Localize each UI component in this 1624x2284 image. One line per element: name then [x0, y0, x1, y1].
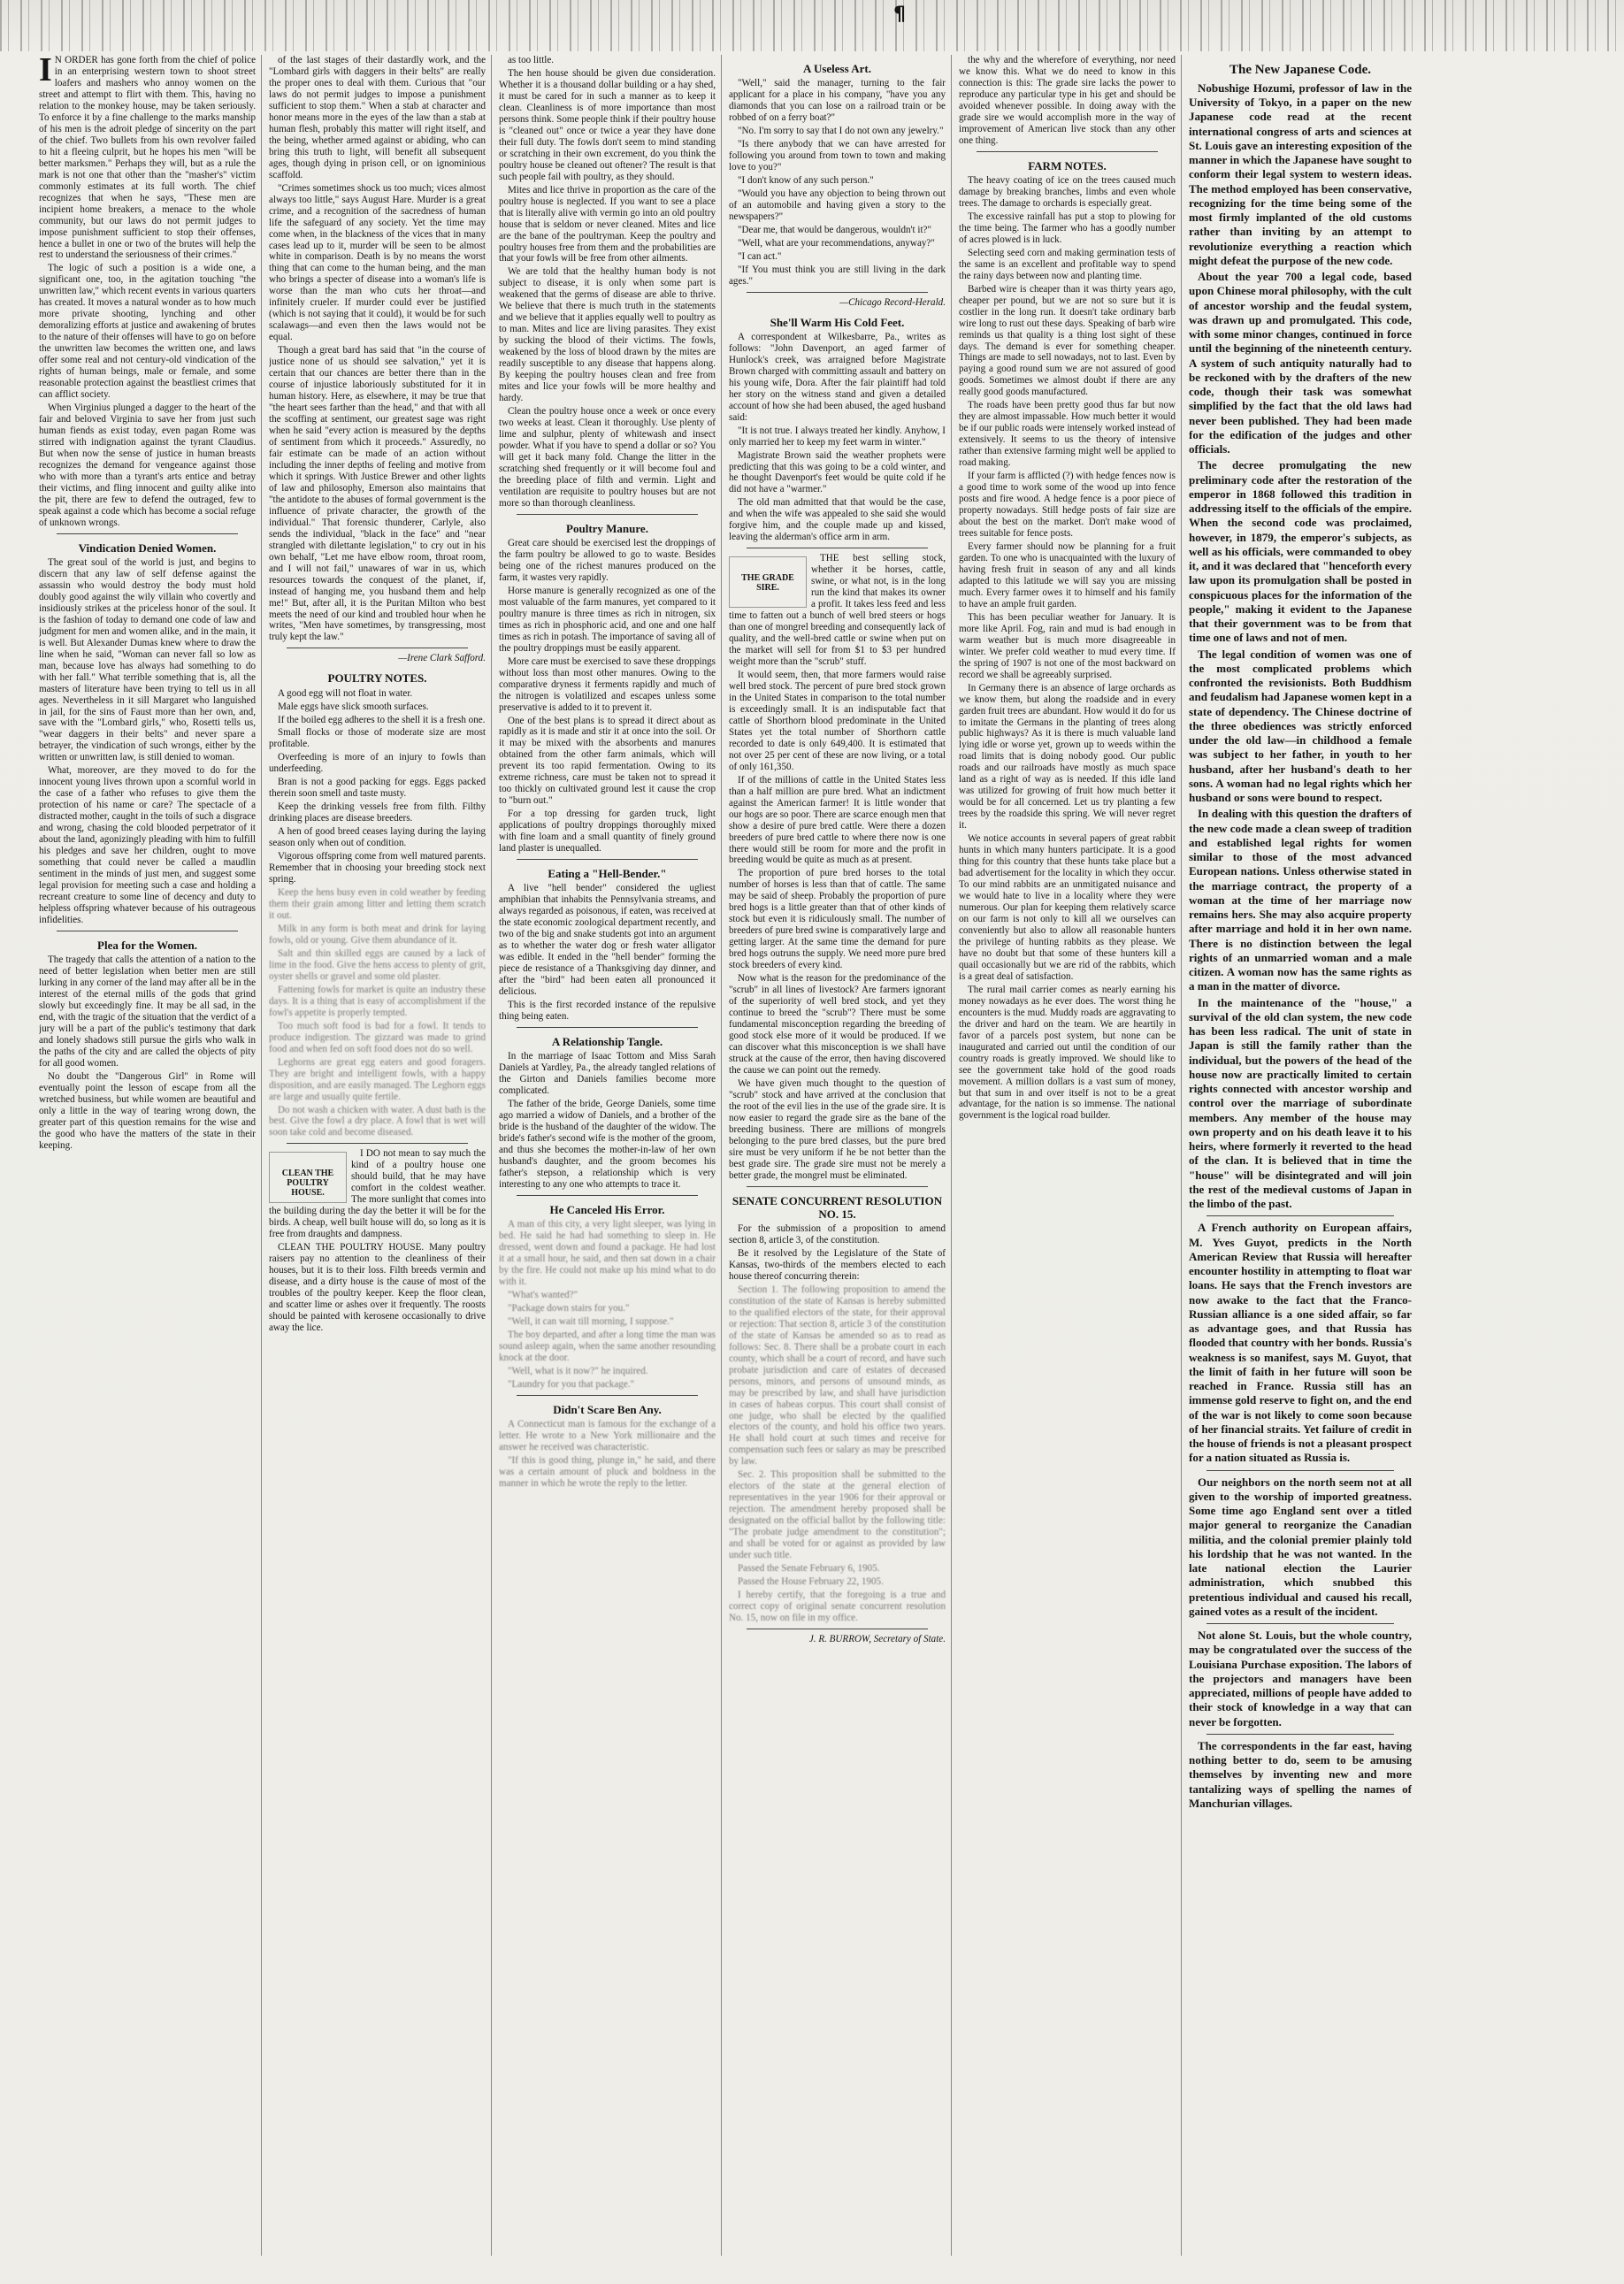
article-paragraph: "Would you have any objection to being thrown out of an automobile and having given a story to the newspapers?": [729, 188, 946, 222]
section-divider: [1207, 1215, 1394, 1216]
article-paragraph: Section 1. The following proposition to amend the constitution of the state of Kansas is hereby submitted to the qualified electors of the state, for their approval or rejection: That section 8, article 3 of the constitution of the state of Kansas be amended so as to read as follows: Sec. 8. There shall be a probate court in each county, which shall be a court of record, and have such probate jurisdiction and care of estates of deceased persons, minors, and persons of unsound minds, as may be prescribed by law, and shall have jurisdiction in cases of habeas corpus. This court shall consist of one judge, who shall be elected by the qualified electors of the county, and hold his office two years. He shall hold court at such times and receive for compensation such fees or salary as may be prescribed by law.: [729, 1284, 946, 1468]
article-paragraph: I N ORDER has gone forth from the chief of police in an enterprising western town to shoot street loafers and mashers who annoy women on the street and attempt to flirt with them. This, having no relation to the monkey house, may be taken seriously. To enforce it by a fine challenge to the marks manship of his men is the adroit pledge of sincerity on the part of the chief. Two bullets from his own revolver failed to hit a fleeing culprit, but he hopes his men "will be better marksmen." Perhaps they will, but as a rule the mark is not one that other than the "masher's" victim commonly estimates at its full worth. The chief recognizes that when he says, "These men are incipient home breakers, a menace to the whole community, but our laws do not permit judges to impose punishment sufficient to stop their offenses, hence a bullet in one or two of the brutes will help the rest to understand the seriousness of their crimes.": [39, 55, 256, 261]
article-paragraph: "I don't know of any such person.": [738, 174, 874, 186]
article-paragraph: The heavy coating of ice on the trees caused much damage by breaking branches, limbs and even whole trees. The damage to orchards is especially great.: [959, 174, 1176, 209]
section-divider: [977, 151, 1158, 152]
article-paragraph: "Laundry for you that package.": [508, 1378, 635, 1390]
article-paragraph: "If You must think you are still living in the dark ages.": [729, 264, 946, 287]
article-headline: POULTRY NOTES.: [327, 671, 427, 686]
section-divider: [517, 514, 698, 515]
article-paragraph: A hen of good breed ceases laying during the laying season only when out of condition.: [269, 826, 486, 849]
article-paragraph: The excessive rainfall has put a stop to plowing for the time being. The farmer who has a goodly number of acres plowed is in luck.: [959, 211, 1176, 245]
article-paragraph: The old man admitted that that would be the case, and when the wife was appealed to she said she would forgive him, and the couple made up and kissed, leaving the alderman's office arm in arm.: [729, 497, 946, 543]
article-paragraph: A correspondent at Wilkesbarre, Pa., writes as follows: "John Davenport, an aged farmer of Hunlock's creek, was arraigned before Magistrate Brown charged with committing assault and battery on his young wife, Dora. After the fair plaintiff had told her story on the witness stand and given a detailed account of how she had been abused, the aged husband said:: [729, 331, 946, 423]
article-paragraph: The rural mail carrier comes as nearly earning his money nowadays as he ever does. The worst thing he encounters is the mud. Muddy roads are aggravating to the driver and hard on the team. We are heartily in favor of a parcels post system, but none can be inaugurated and carried out until the condition of our country roads is greatly improved. We should like to see the government take hold of the good roads movement. A million dollars is a vast sum of money, but that sum in and over itself is not to be a great advantage, for the nation is so immense. The national government is the logical road builder.: [959, 984, 1176, 1122]
news-column-4: [729, 55, 952, 2256]
article-paragraph: Passed the House February 22, 1905.: [738, 1576, 884, 1588]
article-headline: He Canceled His Error.: [549, 1202, 665, 1216]
article-paragraph: When Virginius plunged a dagger to the heart of the fair and beloved Virginia to save her from just such human fiends as exist today, even pagan Rome was stirred with indignation against the tyrant Claudius. But when now the sense of justice in human breasts recognizes the demand for vengeance against those who with more than a tyrant's arts entice and betray their victims, and fling innocent and guilty alike into the pit, there are few to defend the outraged, few to speak against a code which has become a social refuge of unknown wrongs.: [39, 402, 256, 528]
article-paragraph: Now what is the reason for the predominance of the "scrub" in all lines of livestock? Are farmers ignorant of the superiority of well bred stock, and yet they continue to breed the "scrub"? There must be some fundamental misconception regarding the breeding of good stock else more of it would be produced. If we can discover what this misconception is we shall have struck at the cause of the error, then having discovered the cause we can point out the remedy.: [729, 973, 946, 1076]
article-paragraph: What, moreover, are they moved to do for the innocent young lives thrown upon a scornful world in the case of a father who refuses to give them the protection of his name or care? The spectacle of a distracted mother, caught in the toils of such a disgrace and wrong, chasing the cold blooded perpetrator of it about the land, agonizingly pleading with him to fulfill his pledges and save her children, ought to move something that could never be called a maudlin sentiment in the minds of just men, and suggest some legal provision for meeting such a case and holding a recreant creature to some line of decency and duty to helpless offspring whatever because of his outrageous infidelities.: [39, 765, 256, 925]
article-paragraph: Salt and thin skilled eggs are caused by a lack of lime in the food. Give the hens access to plenty of grit, oyster shells or gravel and some old plaster.: [269, 947, 486, 982]
article-paragraph: Magistrate Brown said the weather prophets were predicting that this was going to be a cold winter, and he thought Davenport's feet would be quite cold if he did not have a "warmer.": [729, 449, 946, 495]
article-paragraph: In Germany there is an absence of large orchards as we know them, but along the roadside and in every garden fruit trees are abundant. How would it do for us to imitate the Germans in the planting of trees along public highways? As it is there is much valuable land lying idle or worse yet, grown up to weeds within the road limits that is doing nobody good. Our public roads and our railroads have mostly as much space land as a right of way as is needed. If this idle land was utilized for growing of fruit how much better it would be for all concerned. Let us try planting a few trees by the roadside this spring. We will never regret it.: [959, 682, 1176, 832]
article-paragraph: The tragedy that calls the attention of a nation to the need of better legislation when better men are still lurking in any corner of the land may after all be in the interest of the eternal mills of the gods that grind slowly but exceedingly fine. It may be all sad, in the end, with the tragic of the situation that the verdict of a jury will be a part of the public's testimony that dark and lonely shadows still pursue the girls who walk in the paths of the city and are called the objects of pity for all good women.: [39, 954, 256, 1069]
article-paragraph: More care must be exercised to save these droppings without loss than most other manures. Owing to the comparative dryness it ferments rapidly and much of the nitrogen is volatilized and escapes unless some preservative is added to it to prevent it.: [499, 655, 716, 713]
article-paragraph: The decree promulgating the new preliminary code after the restoration of the emperor in 1868 followed this tradition in addressing itself to the officials of the empire. When the second code was proclaimed, however, in 1879, the emperor's subjects, as well as his officials, were commanded to obey it, and it was declared that "henceforth every law upon its promulgation shall be posted in conspicuous places for the information of the people," making it evident to the Japanese that their government was to be from that time one of laws and not of men.: [1189, 458, 1412, 645]
article-paragraph: If of the millions of cattle in the United States less than a half million are pure bred. What an indictment against the American farmer! It is little wonder that our hogs are so poor. There are scarce enough men that show a desire of pure bred cattle. Were there a dozen breeders of pure bred cattle to where there now is one there would still be room for more and the profit in breeding would be quite as much as at present.: [729, 774, 946, 866]
article-paragraph: as too little.: [508, 55, 555, 65]
article-paragraph: Every farmer should now be planning for a fruit garden. To one who is unacquainted with the luxury of having fresh fruit in season of any and all kinds adapted to this latitude we will say you are missing much. Every farmer owes it to himself and his family to have an ample fruit garden.: [959, 540, 1176, 609]
article-paragraph: No doubt the "Dangerous Girl" in Rome will eventually point the lesson of escape from all the wretched business, but while women are beautiful and only a little in the way of tearing wrong down, the greater part of this question remains for the wise and the good who have the matters of the state in their keeping.: [39, 1070, 256, 1151]
article-paragraph: Clean the poultry house once a week or once every two weeks at least. Clean it thoroughly. Use plenty of lime and sulphur, plenty of whitewash and insect powder. What if you have to spend a dollar or so? You will get it back many fold. Change the litter in the scratching shed frequently or it will become foul and the breeding place of filth and vermin. Light and ventilation are requisite to poultry houses but are not more so than thorough cleanliness.: [499, 406, 716, 509]
article-paragraph: The legal condition of women was one of the most complicated problems which confronted the revisionists. Both Buddhism and feudalism had Japanese women kept in a state of dependency. The Chinese doctrine of the three obediences was strictly enforced under the old law—in childhood a female was subject to her father, in youth to her husband, after her husband's death to her sons. A woman had no legal rights which her husband or sons were bound to respect.: [1189, 647, 1412, 804]
article-paragraph: I hereby certify, that the foregoing is a true and correct copy of original senate concurrent resolution No. 15, now on file in my office.: [729, 1590, 946, 1623]
article-paragraph: Not alone St. Louis, but the whole country, may be congratulated over the success of the Louisiana Purchase exposition. The labors of the projectors and managers have been appreciated, millions of people have added to their stock of knowledge in a way that can never be forgotten.: [1189, 1629, 1412, 1728]
article-paragraph: A Connecticut man is famous for the exchange of a letter. He wrote to a New York millionaire and the answer he received was characteristic.: [499, 1418, 716, 1452]
article-paragraph: Do not wash a chicken with water. A dust bath is the best. Give the fowl a dry place. A fowl that is wet will soon take cold and become diseased.: [269, 1104, 486, 1138]
article-paragraph: Barbed wire is cheaper than it was thirty years ago, cheaper per pound, but we are not so sure but it is costlier in the long run. It doesn't take ordinary barb wire long to rust out these days. Speaking of barb wire reminds us that quality is a thing lost sight of these days. The demand is ever for something cheaper. Things are made to sell nowadays, not to last. Even by paying a good round sum we are not assured of good goods. Sometimes we almost doubt if there are any really good goods manufactured.: [959, 283, 1176, 398]
article-paragraph: "Well," said the manager, turning to the fair applicant for a place in his company, "have you any diamonds that you can lose on a railroad train or be robbed of on a ferry boat?": [729, 78, 946, 124]
article-paragraph: One of the best plans is to spread it direct about as rapidly as it is made and stir it at once into the soil. Or it may be mixed with the absorbents and manures obtained from the other farm animals, which will prevent its too rapid fermentation. Owing to its extreme richness, care must be taken not to spread it too thickly on cultivated ground lest it cause the crop to "burn out.": [499, 715, 716, 807]
article-headline: Eating a "Hell-Bender.": [548, 867, 667, 881]
article-paragraph: "Well, it can wait till morning, I suppose.": [508, 1315, 674, 1327]
article-headline: Vindication Denied Women.: [78, 540, 217, 555]
article-paragraph: A French authority on European affairs, M. Yves Guyot, predicts in the North American Review that Russia will hereafter encounter hostility in attempting to float war loans. He says that the French investors are now awake to the fact that the Franco-Russian alliance is a one sided affair, so far as advantage goes, and that Russia has flooded that country with her bonds. Russia's weakness is so manifest, says M. Guyot, that the limit of faith in her future will soon be reached in France. Russia still has an immense gold reserve to fight on, and the end of the war is not likely to come soon because of her financial straits. Yet failure of credit in the house of friends is not a pleasant prospect for a nation situated as Russia is.: [1189, 1221, 1412, 1465]
article-paragraph: If your farm is afflicted (?) with hedge fences now is a good time to work some of the wood up into fence posts and fire wood. A hedge fence is a poor piece of property nowadays. Still hedge posts of fair size are about the best on the market. Don't make wood of trees suitable for fence posts.: [959, 471, 1176, 540]
article-paragraph: "Package down stairs for you.": [508, 1302, 630, 1314]
article-paragraph: It would seem, then, that more farmers would raise well bred stock. The percent of pure bred stock grown in the United States in comparison to the total number is exceedingly small. It is an indisputable fact that cattle of Shorthorn blood predominate in the United States yet the total number of Shorthorn cattle recorded to date is only 649,400. It is estimated that not over 25 per cent of these are now living, or a total of only 161,350.: [729, 669, 946, 772]
article-paragraph: Vigorous offspring come from well matured parents. Remember that in choosing your breeding stock next spring.: [269, 851, 486, 885]
article-paragraph: A live "hell bender" considered the ugliest amphibian that inhabits the Pennsylvania streams, and always regarded as poisonous, if eaten, was received at the state economic zoological department recently, and two of the big and snake students got into an argument as to whether the water dog or fresh water alligator was edible. It ended in the "hell bender" forming the piece de resistance of a Thanksgiving day dinner, and after the "bird" had been eaten all pronounced it delicious.: [499, 883, 716, 998]
article-paragraph: "No. I'm sorry to say that I do not own any jewelry.": [738, 126, 944, 137]
article-headline: SENATE CONCURRENT RESOLUTION NO. 15.: [732, 1193, 943, 1221]
article-paragraph: We notice accounts in several papers of great rabbit hunts in which many hunters participate. It is a good thing for this country that these hunts take place but a bad advertisement for the locality in which they occur. To our mind rabbits are an unmitigated nuisance and we would hate to live in a locality where they were numerous. Our plan for keeping them relatively scarce on our farm is not only to kill all we ourselves can conveniently but also to allow all reasonable hunters the privilege of hunting rabbits as they please. We have no doubt but that some of these hunters kill a quail occasionally but we are rid of the rabbits, which is a great deal of satisfaction.: [959, 833, 1176, 982]
column-container: [39, 55, 1612, 2256]
article-headline: A Useless Art.: [803, 62, 871, 75]
article-byline: —Chicago Record-Herald.: [839, 296, 946, 308]
drop-cap: I: [39, 55, 52, 88]
article-paragraph: The hen house should be given due consideration. Whether it is a thousand dollar building or a hay shed, it must be cared for in such a manner as to keep it clean. Cleanliness is of more importance than most persons think. Some people think if their poultry house is "cleaned out" once or twice a year they have done their full duty. The fowls don't seem to mind standing or scratching in their own excrement, do you think the poultry house be cleaned out oftener? The result is that such people fail with poultry, as they should.: [499, 67, 716, 182]
article-headline: A Relationship Tangle.: [551, 1034, 663, 1048]
article-paragraph: Male eggs have slick smooth surfaces.: [278, 701, 429, 712]
section-divider: [747, 1186, 928, 1187]
article-paragraph: For the submission of a proposition to amend section 8, article 3, of the constitution.: [729, 1223, 946, 1245]
article-paragraph: Leghorns are great egg eaters and good foragers. They are bright and intelligent fowls, with a happy disposition, and are easily managed. The Leghorn eggs are large and usually quite fertile.: [269, 1056, 486, 1102]
article-paragraph: In the marriage of Isaac Tottom and Miss Sarah Daniels at Yardley, Pa., the already tangled relations of the Girton and Daniels families become more complicated.: [499, 1051, 716, 1097]
article-paragraph: The proportion of pure bred horses to the total number of horses is less than that of cattle. The same may be said of sheep. Probably the proportion of pure bred hogs is a little greater than that of other kinds of stock but even it is ridiculously small. The number of breeders of pure bred swine is comparatively large and getting larger. At the same time the demand for pure bred hogs outruns the supply. We need more pure bred stock breeders of every kind.: [729, 868, 946, 971]
article-paragraph: We have given much thought to the question of "scrub" stock and have arrived at the conclusion that the root of the evil lies in the use of the grade sire. It is now easier to regard the grade sire as the bane of the breeding business. There are millions of mongrels belonging to the pure bred classes, but the pure bred sire must be very uniform if he be not better than the best grade sire. The grade sire must not be merely a better grade, the mongrel must be eliminated.: [729, 1077, 946, 1181]
article-paragraph: "I can act.": [738, 250, 782, 262]
article-paragraph: I DO not mean to say much the kind of a poultry house one should build, that he may have comfort in the coldest weather. The more sunlight that comes into the building during the day the better it will be for the birds. A cheap, well built house will do, so long as it is free from draughts and dampness.: [269, 1148, 486, 1240]
article-paragraph: Small flocks or those of moderate size are most profitable.: [269, 727, 486, 750]
paragraph-mark-icon: ¶: [893, 4, 906, 26]
section-divider: [1207, 1734, 1394, 1735]
article-paragraph: Though a great bard has said that "in the course of justice none of us should see salvation," yet it is certain that our chances are better there than in the course of injustice laboriously substituted for it in human history. Here, as elsewhere, it may be true that "the heart sees farther than the head," and that with all the scoffing at sentiment, our greatest sage was right when he said "every action is measured by the depths of sentiment from which it proceeds." Assuredly, no fair estimate can be made of an action without including the inner depths of feeling and motive from which it springs. With Justice Brewer and other lights of law and philosophy, Emerson also maintains that "the antidote to the abuses of formal government is the influence of private character, the growth of the individual." That forensic thunderer, Carlyle, also sends the individual, "black in the face" and "near strangled with dilettante legislation," to cry out in his own behalf, "Let me have elbow room, throat room, and I will not fail," unawares of war in us, which resources towards the conquest of the planet, if, instead of hanging me, you husband them and help me!" But, after all, it is the Puritan Milton who best meets the need of our kind and troubled hour when he writes, "Men have sometimes, by transgressing, most truly kept the law.": [269, 345, 486, 643]
section-divider: [57, 533, 238, 534]
article-paragraph: "Crimes sometimes shock us too much; vices almost always too little," says August Hare. Murder is a great crime, and a recognition of the sacredness of human life the safeguard of any society. Yet the time may come when, in the blackness of the vices that in many cases lead up to it, murder will be seen to be almost white in comparison. Death is by no means the worst thing that can come to the human being, and the man who brings a specter of disease into a woman's life is worse than the man who cuts her throat—and infinitely crueler. If murder could ever be justified (which is not saying that it could), it would be for such scalawags—and even then the laws would not be equal.: [269, 182, 486, 343]
section-divider: [517, 859, 698, 860]
article-paragraph: CLEAN THE POULTRY HOUSE. Many poultry raisers pay no attention to the cleanliness of their houses, but it is to their loss. Filth breeds vermin and disease, and a dirty house is the cause of most of the troubles of the poultry keeper. Keep the floor clean, and scatter lime or ashes over it frequently. The roosts should be painted with kerosene occasionally to drive away the lice.: [269, 1242, 486, 1333]
article-paragraph: A good egg will not float in water.: [278, 687, 413, 699]
article-paragraph: "Well, what are your recommendations, anyway?": [738, 237, 935, 249]
article-paragraph: "Is there anybody that we can have arrested for following you around from town to town and making love to you?": [729, 139, 946, 172]
article-paragraph: "If this is good thing, plunge in," he said, and there was a certain amount of pluck and boldness in the manner in which he wrote the reply to the letter.: [499, 1454, 716, 1489]
article-paragraph: If the boiled egg adheres to the shell it is a fresh one.: [278, 714, 486, 725]
article-headline: FARM NOTES.: [1028, 158, 1107, 172]
article-paragraph: Bran is not a good packing for eggs. Eggs packed therein soon smell and taste musty.: [269, 777, 486, 800]
section-divider: [747, 292, 928, 293]
article-paragraph: Our neighbors on the north seem not at all given to the worship of imported greatness. Some time ago England sent over a titled major general to reorganize the Canadian militia, and the colonial premier plainly told his lordship that he was not wanted. In the late national election the Laurier administration, which snubbed this pretentious individual and caused his recall, gained votes as a result of the incident.: [1189, 1475, 1412, 1618]
article-byline: —Irene Clark Safford.: [398, 653, 486, 664]
article-paragraph: The father of the bride, George Daniels, some time ago married a widow of Daniels, and a brother of the bride is the husband of the daughter of the widow. The bride's father's second wife is the mother of the groom, and thus she becomes the mother-in-law of her own husband's daughter, and the groom becomes his father's stepson, a relationship which is very interesting to any one who attempts to trace it.: [499, 1099, 716, 1190]
article-headline: Plea for the Women.: [97, 938, 197, 952]
article-paragraph: Sec. 2. This proposition shall be submitted to the electors of the state at the general election of representatives in the year 1906 for their approval or rejection. The amendment hereby proposed shall be designated on the official ballot by the following title: "The probate judge amendment to the constitution"; and shall be voted for or against as provided by law under such title.: [729, 1469, 946, 1561]
article-paragraph: Mites and lice thrive in proportion as the care of the poultry house is neglected. If you want to see a place that is literally alive with vermin go into an old poultry house that is seldom or never cleaned. Mites and lice are the bane of the poultryman. Keep the poultry and poultry houses free from them and the probabilities are that your fowls will be free from other ailments.: [499, 184, 716, 264]
article-headline: The New Japanese Code.: [1229, 63, 1371, 77]
article-headline: She'll Warm His Cold Feet.: [770, 315, 905, 329]
article-paragraph: THE best selling stock, whether it be horses, cattle, swine, or what not, is in the long run the kind that makes its owner a profit. It takes less feed and less time to fatten out a bunch of well bred steers or hogs than one of mongrel breeding and consequently lack of quality, and the well-bred cattle or swine when put on the market will sell for from $1 to $3 per hundred weight more than the "scrub" stuff.: [729, 553, 946, 667]
article-paragraph: the why and the wherefore of everything, nor need we know this. What we do need to know in this connection is this: The grade sire lacks the power to reproduce any particular type in his get and should be avoided whenever possible. In doing away with the grade sire we would accomplish more in the way of improvement of American live stock than any other one thing.: [959, 55, 1176, 146]
article-paragraph: Keep the drinking vessels free from filth. Filthy drinking places are disease breeders.: [269, 801, 486, 824]
section-divider: [1207, 1623, 1394, 1624]
article-paragraph: Fattening fowls for market is quite an industry these days. It is a thing that is easy of accomplishment if the fowl's appetite is properly tempted.: [269, 984, 486, 1018]
article-paragraph: "Well, what is it now?" he inquired.: [508, 1365, 648, 1376]
article-paragraph: The logic of such a position is a wide one, a significant one, too, in the agitation touching "the unwritten law," which recent events in various quarters has created. It moves a natural wonder as to how much more private shooting, lynching and other demoralizing efforts at justice and awakening of brutes to the nature of their offenses will have to go on before the unwritten law becomes the written one, and laws offer some real and not century-old vindication of the rights of human beings, male or female, and some reasonable protection against the beastliest crimes that can afflict society.: [39, 263, 256, 401]
scan-top-edge: [0, 0, 1624, 51]
article-paragraph: This has been peculiar weather for January. It is more like April. Fog, rain and mud is bad enough in warm weather but is much more disagreeable in winter. We prefer cold weather to mud every time. If the spring of 1907 is not one of the most backward on record we shall be agreeably surprised.: [959, 611, 1176, 680]
section-divider: [517, 1027, 698, 1028]
article-paragraph: A man of this city, a very light sleeper, was lying in bed. He said he had had something to sleep in. He dressed, went down and found a package. He had lost it at a small hour, he said, and then sat down in a chair by the fire. He could not make up his mind what to do with it.: [499, 1219, 716, 1287]
article-paragraph: of the last stages of their dastardly work, and the "Lombard girls with daggers in their belts" are really the proper ones to deal with them. Curious that "our laws do not permit judges to impose a punishment sufficient to stop them." When a stab at character and honor means more in the eyes of the law than a stab at human flesh, probably this matter will right itself, and the being, whether armed against or abiding, who can bring this truth to light, will benefit all subsequent ages, though dying in prison cell, or on ignominious scaffold.: [269, 55, 486, 180]
news-column-2: [269, 55, 492, 2256]
article-paragraph: "It is not true. I always treated her kindly. Anyhow, I only married her to keep my feet warm in winter.": [729, 425, 946, 448]
news-column-5: [959, 55, 1182, 2256]
article-paragraph: For a top dressing for garden truck, light applications of poultry droppings thoroughly mixed with fine loam and a small quantity of finely ground land plaster is unequalled.: [499, 809, 716, 855]
article-paragraph: We are told that the healthy human body is not subject to disease, it is only when some part is weakened that the germs of disease are able to thrive. We believe that there is much truth in the statements and we believe that it applies equally well to poultry as to man. Mites and lice are living parasites. They exist by sucking the blood of their victims. The fowls, weakened by the loss of blood drawn by the mites are readily susceptible to any disease that happens along. By keeping the poultry houses clean and free from mites and lice your fowls will be more healthy and hardy.: [499, 266, 716, 404]
article-paragraph: This is the first recorded instance of the repulsive thing being eaten.: [499, 1000, 716, 1022]
article-paragraph: The great soul of the world is just, and begins to discern that any law of self defense against the assassin who would destroy the body must hold doubly good against the wily villain who covertly and insidiously strikes at the priceless honor of the soul. It is the fashion of today to demand one code of law and judgment for men and women alike, and in the main, it is well. But Alexander Dumas knew where to draw the line when he said, "Woman can never fall so low as man, because love has always had something to do with her fall." What terrible something that is, all the masters of literature have been trying to tell us in all ages. Nevertheless in it sill Margaret who languished in jail, for the sins of Faust more than her own, and, save with the "Lombard girls," who, Rosetti tells us, "wear daggers in their belts" and never spare a betrayer, the vindication of such wrongs, either by the written or unwritten law, is still denied to woman.: [39, 556, 256, 763]
article-paragraph: Keep the hens busy even in cold weather by feeding them their grain among litter and letting them scratch it out.: [269, 887, 486, 922]
article-paragraph: In dealing with this question the drafters of the new code made a clean sweep of tradition and established legal rights for women similar to those of the most advanced European nations. Unless otherwise stated in the marriage contract, the property of a woman at the time of her marriage now remains hers. She may also acquire property after marriage and hold it in her own name. There is no distinction between the legal rights of an unmarried woman and a male citizen. A woman now has the same rights as a man in the matter of divorce.: [1189, 807, 1412, 993]
article-paragraph: About the year 700 a legal code, based upon Chinese moral philosophy, with the cult of ancestor worship and the feudal system, was drawn up and promulgated. This code, with some minor changes, continued in force until the beginning of the nineteenth century. A system of such antiquity naturally had to be reckoned with by the drafters of the new code, though their task was somewhat simplified by the fact that the old laws had never been published. They had been made for the edification of the judges and other officials.: [1189, 270, 1412, 456]
section-divider: [287, 1143, 468, 1144]
news-column-6: [1189, 55, 1417, 2256]
article-paragraph: The correspondents in the far east, having nothing better to do, seem to be amusing themselves by inventing new and more tantalizing ways of spelling the names of Manchurian villages.: [1189, 1738, 1412, 1810]
article-paragraph: Nobushige Hozumi, professor of law in the University of Tokyo, in a paper on the new Japanese code read at the recent international congress of arts and sciences at St. Louis gave an interesting exposition of the manner in which the Japanese have sought to conform their legal system to western ideas. The method employed has been conservative, recognizing for the time being some of the most firmly implanted of the old customs rather than inviting by an attempt to revolutionize everything a reaction which might defeat the purpose of the new code.: [1189, 80, 1412, 267]
article-byline: J. R. BURROW, Secretary of State.: [808, 1633, 946, 1644]
grade-sire-heading-cut: THE GRADE SIRE.: [729, 556, 807, 608]
article-headline: Didn't Scare Ben Any.: [553, 1402, 662, 1416]
article-paragraph: "What's wanted?": [508, 1289, 578, 1300]
article-paragraph: Great care should be exercised lest the droppings of the farm poultry be allowed to go to waste. Besides being one of the richest manures produced on the farm, it wastes very rapidly.: [499, 537, 716, 583]
article-paragraph: Passed the Senate February 6, 1905.: [738, 1563, 880, 1575]
article-paragraph: Horse manure is generally recognized as one of the most valuable of the farm manures, yet compared to it poultry manure is three times as rich in nitrogen, six times as rich in phosphoric acid, and one and one half times as rich in potash. The importance of saving all of the poultry droppings must be easily apparent.: [499, 585, 716, 654]
article-paragraph: The boy departed, and after a long time the man was sound asleep again, when the same another resounding knock at the door.: [499, 1329, 716, 1363]
section-divider: [1207, 1470, 1394, 1471]
clean-house-heading-cut: CLEAN THE POULTRY HOUSE.: [269, 1152, 347, 1203]
article-paragraph: The roads have been pretty good thus far but now they are almost impassable. How much better it would be if our public roads were intensely worked instead of extensively. It seems to us the theory of intensive rather than extensive farming might well be applied to road making.: [959, 400, 1176, 469]
article-paragraph: Too much soft food is bad for a fowl. It tends to produce indigestion. The gizzard was made to grind food and when fed on soft food does not do so well.: [269, 1020, 486, 1054]
article-paragraph: In the maintenance of the "house," a survival of the old clan system, the new code has been less radical. The unit of state in Japan is still the family rather than the individual, but the powers of the head of the house now are practically limited to certain rights connected with ancestor worship and control over the marriage of subordinate members. Any member of the house may own property and on his death leave it to his heirs, where formerly it reverted to the head of the clan. It is believed that in time the "house" will be disintegrated and will join the rest of the medieval customs of Japan in the limbo of the past.: [1189, 995, 1412, 1210]
article-paragraph: Milk in any form is both meat and drink for laying fowls, old or young. Give them abundance of it.: [269, 923, 486, 946]
news-column-1: [39, 55, 262, 2256]
news-column-3: [499, 55, 722, 2256]
article-paragraph: Be it resolved by the Legislature of the State of Kansas, two-thirds of the members elected to each house thereof concurring therein:: [729, 1247, 946, 1282]
article-paragraph: Selecting seed corn and making germination tests of the same is an excellent and profitable way to spend the rainy days between now and planting time.: [959, 247, 1176, 281]
section-divider: [517, 1195, 698, 1196]
article-paragraph: "Dear me, that would be dangerous, wouldn't it?": [738, 224, 932, 235]
article-paragraph: Overfeeding is more of an injury to fowls than underfeeding.: [269, 752, 486, 775]
article-headline: Poultry Manure.: [566, 521, 648, 535]
section-divider: [517, 1395, 698, 1396]
